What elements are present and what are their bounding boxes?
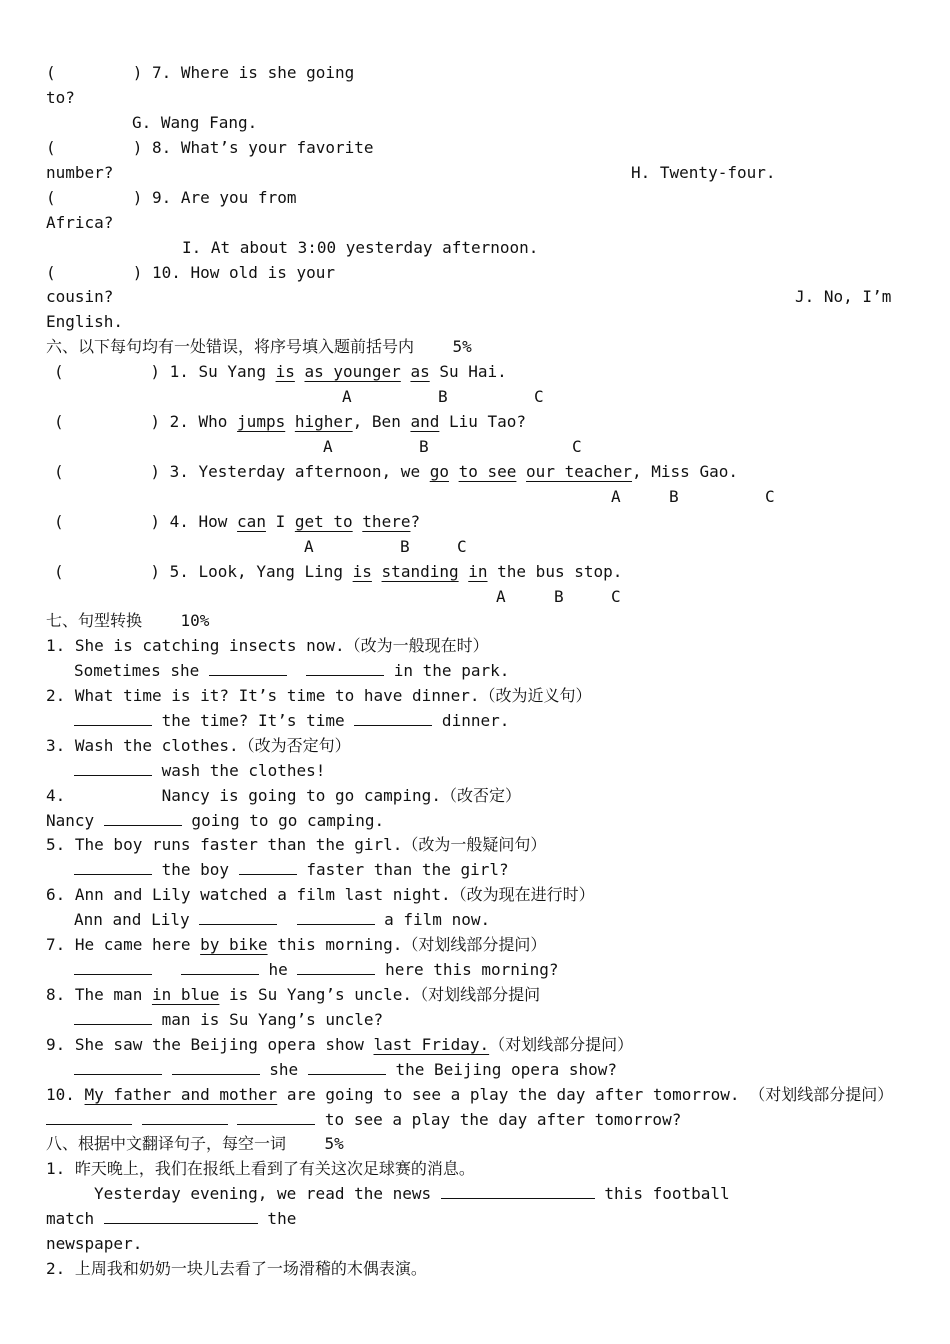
q10-row [46, 262, 335, 284]
underlined-phrase: by bike [200, 935, 268, 954]
answer-blank[interactable] [308, 1060, 386, 1075]
answer-blank[interactable] [306, 661, 384, 676]
answer-bracket[interactable]: ( ) [46, 138, 143, 157]
answer-bracket[interactable]: ( ) [54, 512, 160, 531]
option-j: J. No, I’m [795, 287, 892, 306]
error-item-2 [54, 411, 526, 433]
letter-c: C [611, 587, 621, 606]
answer-blank[interactable] [209, 661, 287, 676]
transform-q7 [46, 934, 546, 956]
text: match [46, 1209, 104, 1228]
text: the bus stop. [487, 562, 623, 581]
error-item-1 [54, 361, 507, 383]
q7-continuation: to? [46, 88, 75, 107]
answer-blank[interactable] [199, 910, 277, 925]
underlined-phrase: last Friday. [373, 1035, 490, 1054]
text: she [259, 1060, 308, 1079]
answer-bracket[interactable]: ( ) [54, 562, 160, 581]
transform-a3 [74, 760, 325, 782]
text: 10. [46, 1085, 85, 1104]
underlined-c: as [410, 362, 430, 381]
underlined-b: higher [294, 412, 353, 431]
text: Liu Tao? [439, 412, 527, 431]
error-item-3 [54, 461, 738, 483]
answer-blank[interactable] [441, 1184, 595, 1199]
q10-continuation: cousin? [46, 287, 114, 306]
answer-blank[interactable] [74, 761, 152, 776]
error-item-5 [54, 561, 622, 583]
answer-blank[interactable] [104, 811, 182, 826]
translate-a1-line2 [46, 1208, 296, 1230]
letter-c: C [572, 437, 582, 456]
text: he [258, 960, 298, 979]
letter-c: C [765, 487, 775, 506]
question-text: 9. Are you from [151, 188, 297, 207]
text: 7. He came here [46, 935, 201, 954]
question-text: 10. How old is your [151, 263, 335, 282]
transform-a2 [74, 710, 509, 732]
letter-c: C [457, 537, 467, 556]
transform-a6 [74, 909, 490, 931]
transform-a1 [74, 660, 509, 682]
q9-continuation: Africa? [46, 213, 114, 232]
answer-blank[interactable] [74, 1060, 162, 1075]
answer-bracket[interactable]: ( ) [46, 63, 143, 82]
text [285, 412, 295, 431]
answer-blank[interactable] [172, 1060, 260, 1075]
option-j-continuation: English. [46, 312, 124, 331]
text: Sometimes she [74, 661, 209, 680]
underlined-a: go [429, 462, 449, 481]
letter-a: A [304, 537, 314, 556]
underlined-phrase: in blue [151, 985, 220, 1004]
text: going to go camping. [181, 811, 385, 830]
letter-a: A [611, 487, 621, 506]
letter-a: A [496, 587, 506, 606]
letter-b: B [669, 487, 679, 506]
q8-continuation: number? [46, 163, 114, 182]
text [449, 462, 459, 481]
answer-blank[interactable] [297, 910, 375, 925]
text: Ann and Lily [74, 910, 200, 929]
transform-q1: 1. She is catching insects now.（改为一般现在时） [46, 636, 489, 655]
item-number: 1. [169, 362, 189, 381]
text: ? [410, 512, 421, 531]
transform-a8 [74, 1009, 383, 1031]
text [459, 562, 469, 581]
letter-b: B [419, 437, 429, 456]
answer-blank[interactable] [46, 1110, 132, 1125]
text: I [265, 512, 295, 531]
text: Yesterday evening, we read the news [94, 1184, 441, 1203]
text: the Beijing opera show? [385, 1060, 617, 1079]
underlined-b: as younger [304, 362, 401, 381]
answer-blank[interactable] [142, 1110, 228, 1125]
option-g: G. Wang Fang. [132, 113, 258, 132]
answer-blank[interactable] [104, 1209, 258, 1224]
transform-q6: 6. Ann and Lily watched a film last night.（改为现在进行时） [46, 885, 595, 904]
answer-blank[interactable] [237, 1110, 315, 1125]
letter-b: B [400, 537, 410, 556]
q9-row [46, 187, 296, 209]
translate-a1-line1 [94, 1183, 730, 1205]
section7-heading: 七、句型转换 10% [46, 611, 210, 630]
letter-b: B [554, 587, 564, 606]
text [372, 562, 382, 581]
letter-b: B [438, 387, 448, 406]
answer-blank[interactable] [181, 960, 259, 975]
item-number: 5. [169, 562, 189, 581]
q8-row [46, 137, 374, 159]
text: to see a play the day after tomorrow? [315, 1110, 682, 1129]
answer-blank[interactable] [74, 860, 152, 875]
text: Su Hai. [429, 362, 507, 381]
transform-a4 [46, 810, 384, 832]
translate-q1: 1. 昨天晚上，我们在报纸上看到了有关这次足球赛的消息。 [46, 1159, 475, 1178]
transform-a7 [74, 959, 558, 981]
answer-bracket[interactable]: ( ) [54, 462, 160, 481]
underlined-b: to see [458, 462, 517, 481]
underlined-c: in [468, 562, 488, 581]
transform-a5 [74, 859, 509, 881]
letter-a: A [342, 387, 352, 406]
text: Look, Yang Ling [198, 562, 353, 581]
answer-bracket[interactable]: ( ) [54, 362, 160, 381]
transform-a9 [74, 1059, 617, 1081]
text: the [257, 1209, 297, 1228]
text: faster than the girl? [296, 860, 509, 879]
option-h: H. Twenty-four. [631, 163, 776, 182]
translate-a1-line3: newspaper. [46, 1234, 143, 1253]
transform-q5: 5. The boy runs faster than the girl.（改为一般疑问句） [46, 835, 547, 854]
letter-a: A [323, 437, 333, 456]
text: How [198, 512, 238, 531]
underlined-c: and [410, 412, 440, 431]
answer-blank[interactable] [74, 960, 152, 975]
text: Yesterday afternoon, we [198, 462, 430, 481]
letter-c: C [534, 387, 544, 406]
transform-q9 [46, 1034, 633, 1056]
text: （对划线部分提问） [489, 1035, 634, 1054]
text: Nancy [46, 811, 104, 830]
question-text: 7. Where is she going [151, 63, 355, 82]
q7-row [46, 62, 354, 84]
error-item-4 [54, 511, 420, 533]
text: , Miss Gao. [632, 462, 738, 481]
text: in the park. [384, 661, 510, 680]
underlined-a: is [275, 362, 295, 381]
transform-q2: 2. What time is it? It’s time to have dinner.（改为近义句） [46, 686, 592, 705]
transform-a10 [46, 1109, 681, 1131]
text: here this morning? [375, 960, 559, 979]
text: dinner. [432, 711, 510, 730]
answer-blank[interactable] [74, 1010, 152, 1025]
section8-heading: 八、根据中文翻译句子，每空一词 5% [46, 1134, 344, 1153]
text: this morning.（对划线部分提问） [267, 935, 547, 954]
text: a film now. [374, 910, 491, 929]
answer-bracket[interactable]: ( ) [46, 188, 143, 207]
answer-bracket[interactable]: ( ) [46, 263, 143, 282]
text: the time? It’s time [152, 711, 355, 730]
answer-blank[interactable] [239, 860, 297, 875]
transform-q3: 3. Wash the clothes.（改为否定句） [46, 736, 351, 755]
text [353, 512, 363, 531]
underlined-c: there [362, 512, 411, 531]
question-text: 8. What’s your favorite [151, 138, 374, 157]
transform-q10 [46, 1084, 893, 1106]
text: 8. The man [46, 985, 152, 1004]
transform-q8 [46, 984, 540, 1006]
item-number: 4. [169, 512, 189, 531]
option-i: I. At about 3:00 yesterday afternoon. [182, 238, 539, 257]
text: this football [594, 1184, 730, 1203]
underlined-c: our teacher [526, 462, 633, 481]
answer-blank[interactable] [354, 711, 432, 726]
translate-q2: 2. 上周我和奶奶一块儿去看了一场滑稽的木偶表演。 [46, 1259, 427, 1278]
text [516, 462, 526, 481]
answer-blank[interactable] [297, 960, 375, 975]
underlined-b: standing [381, 562, 459, 581]
text: the boy [152, 860, 239, 879]
text: is Su Yang’s uncle.（对划线部分提问 [219, 985, 541, 1004]
underlined-a: jumps [237, 412, 286, 431]
text: Su Yang [198, 362, 276, 381]
text [401, 362, 411, 381]
underlined-a: is [352, 562, 372, 581]
transform-q4: 4. Nancy is going to go camping.（改否定） [46, 786, 521, 805]
text: are going to see a play the day after tomorrow. （对划线部分提问） [277, 1085, 894, 1104]
answer-blank[interactable] [74, 711, 152, 726]
text: Who [198, 412, 238, 431]
section6-heading: 六、以下每句均有一处错误，将序号填入题前括号内 5% [46, 337, 472, 356]
text: 9. She saw the Beijing opera show [46, 1035, 374, 1054]
item-number: 2. [169, 412, 189, 431]
underlined-a: can [237, 512, 266, 531]
underlined-b: get to [294, 512, 353, 531]
text: , Ben [352, 412, 411, 431]
underlined-phrase: My father and mother [84, 1085, 278, 1104]
answer-bracket[interactable]: ( ) [54, 412, 160, 431]
text: man is Su Yang’s uncle? [152, 1010, 384, 1029]
text: wash the clothes! [152, 761, 326, 780]
item-number: 3. [169, 462, 189, 481]
